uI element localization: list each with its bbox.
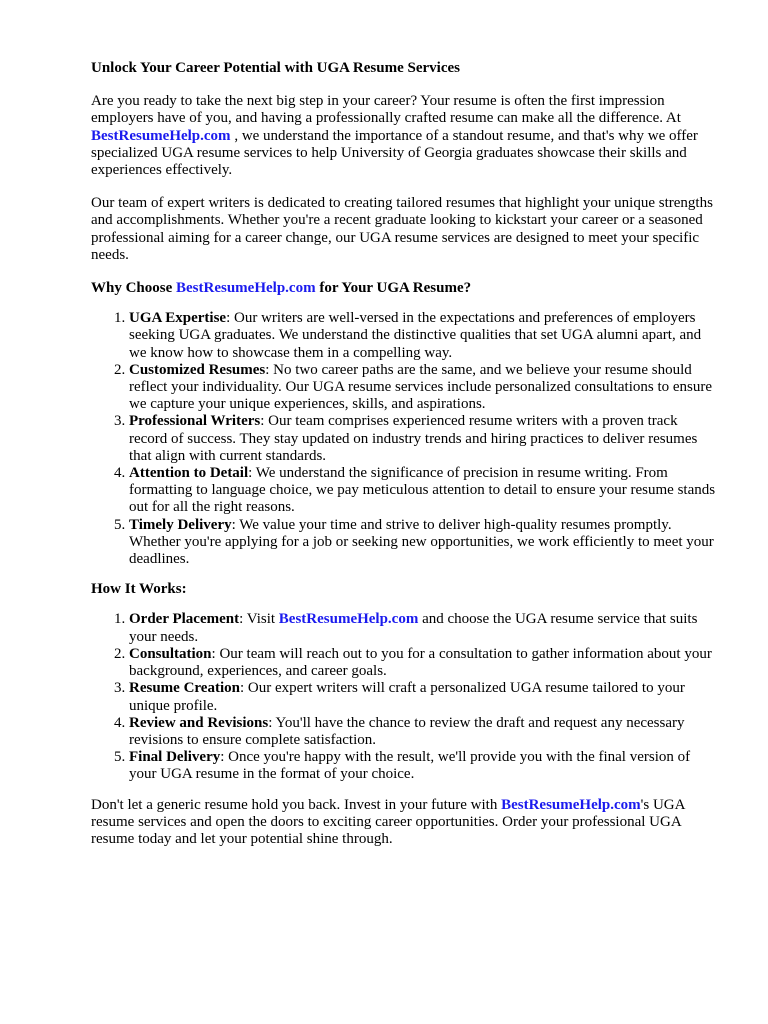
list-item bbox=[129, 413, 716, 465]
how-it-works-heading: How It Works: bbox=[91, 581, 187, 598]
list-item-term: Resume Creation bbox=[129, 680, 240, 697]
list-item-term: Professional Writers bbox=[129, 413, 261, 430]
list-item-text: : We value your time and strive to deliver high-quality resumes promptly. Whether you're applying for a job or seeking new opportunities, we work efficiently to meet your deadlines. bbox=[129, 516, 714, 568]
list-item-text: : Once you're happy with the result, we'll provide you with the final version of your UGA resume in the format of your choice. bbox=[129, 749, 691, 783]
list-item-term: Final Delivery bbox=[129, 749, 221, 766]
list-item bbox=[129, 749, 716, 783]
list-item-term: Order Placement bbox=[129, 611, 240, 628]
list-item bbox=[129, 362, 716, 414]
closing-text-end: 's UGA resume services and open the doors to exciting career opportunities. Order your professional UGA resume today and let your potential shine through. bbox=[91, 796, 685, 847]
page-title: Unlock Your Career Potential with UGA Resume Services bbox=[91, 60, 460, 76]
closing-site-link[interactable]: BestResumeHelp.com bbox=[501, 796, 641, 813]
intro-paragraph bbox=[91, 93, 716, 179]
list-item bbox=[129, 310, 716, 362]
closing-paragraph bbox=[91, 797, 716, 849]
list-item bbox=[129, 611, 716, 645]
list-item-text-end: and choose the UGA resume service that suits your needs. bbox=[129, 611, 698, 645]
closing-text-start: Don't let a generic resume hold you back. Invest in your future with bbox=[91, 796, 502, 813]
order-site-link[interactable]: BestResumeHelp.com bbox=[278, 611, 419, 628]
intro-text-start: Are you ready to take the next big step in your career? Your resume is often the first impression employers have of you, and having a professionally crafted resume can make all the difference. At bbox=[91, 93, 681, 127]
list-item-term: Timely Delivery bbox=[129, 516, 232, 533]
list-item bbox=[129, 465, 716, 517]
list-item-text: : Our team will reach out to you for a consultation to gather information about your background, experiences, and career goals. bbox=[129, 645, 712, 680]
list-item-term: UGA Expertise bbox=[129, 310, 227, 327]
list-item-term: Attention to Detail bbox=[129, 465, 249, 482]
list-item-text: : Our expert writers will craft a personalized UGA resume tailored to your unique profile. bbox=[129, 680, 685, 714]
list-item bbox=[129, 680, 716, 714]
how-it-works-list bbox=[91, 611, 716, 783]
why-heading-site-link[interactable]: BestResumeHelp.com bbox=[176, 280, 316, 297]
list-item-text: : Our team comprises experienced resume writers with a proven track record of success. They stay updated on industry trends and hiring practices to deliver resumes that align with current standards. bbox=[129, 413, 698, 464]
list-item bbox=[129, 517, 716, 569]
list-item-term: Consultation bbox=[129, 645, 212, 662]
list-item-text-start: : Visit bbox=[239, 611, 279, 628]
list-item-term: Review and Revisions bbox=[129, 714, 269, 731]
list-item bbox=[129, 646, 716, 680]
why-heading-end: for Your UGA Resume? bbox=[315, 280, 472, 297]
list-item-text: : No two career paths are the same, and we believe your resume should reflect your individuality. Our UGA resume services include personalized consultations to ensure we capture your unique experiences, skills, and aspirations. bbox=[129, 361, 713, 413]
list-item-text: : We understand the significance of precision in resume writing. From formatting to language choice, we pay meticulous attention to detail to ensure your resume stands out for all the right reasons. bbox=[129, 465, 716, 516]
intro-site-link[interactable]: BestResumeHelp.com bbox=[91, 127, 231, 144]
team-paragraph: Our team of expert writers is dedicated to creating tailored resumes that highlight your unique strengths and accomplishments. Whether you're a recent graduate looking to kickstart your career or a seasoned professional aiming for a career change, our UGA resume services are designed to meet your specific needs. bbox=[91, 195, 713, 263]
list-item-term: Customized Resumes bbox=[129, 361, 266, 378]
list-item bbox=[129, 715, 716, 749]
list-item-text: : Our writers are well-versed in the expectations and preferences of employers seeking UGA graduates. We understand the distinctive qualities that set UGA alumni apart, and we know how to showcase them in a compelling way. bbox=[129, 310, 702, 361]
list-item-text: : You'll have the chance to review the draft and request any necessary revisions to ensure complete satisfaction. bbox=[129, 714, 685, 748]
why-heading-start: Why Choose bbox=[91, 280, 177, 297]
why-choose-heading bbox=[91, 280, 716, 297]
why-choose-list bbox=[91, 310, 716, 568]
intro-text-end: , we understand the importance of a standout resume, and that's why we offer specialized UGA resume services to help University of Georgia graduates showcase their skills and experiences effectively. bbox=[91, 127, 698, 179]
